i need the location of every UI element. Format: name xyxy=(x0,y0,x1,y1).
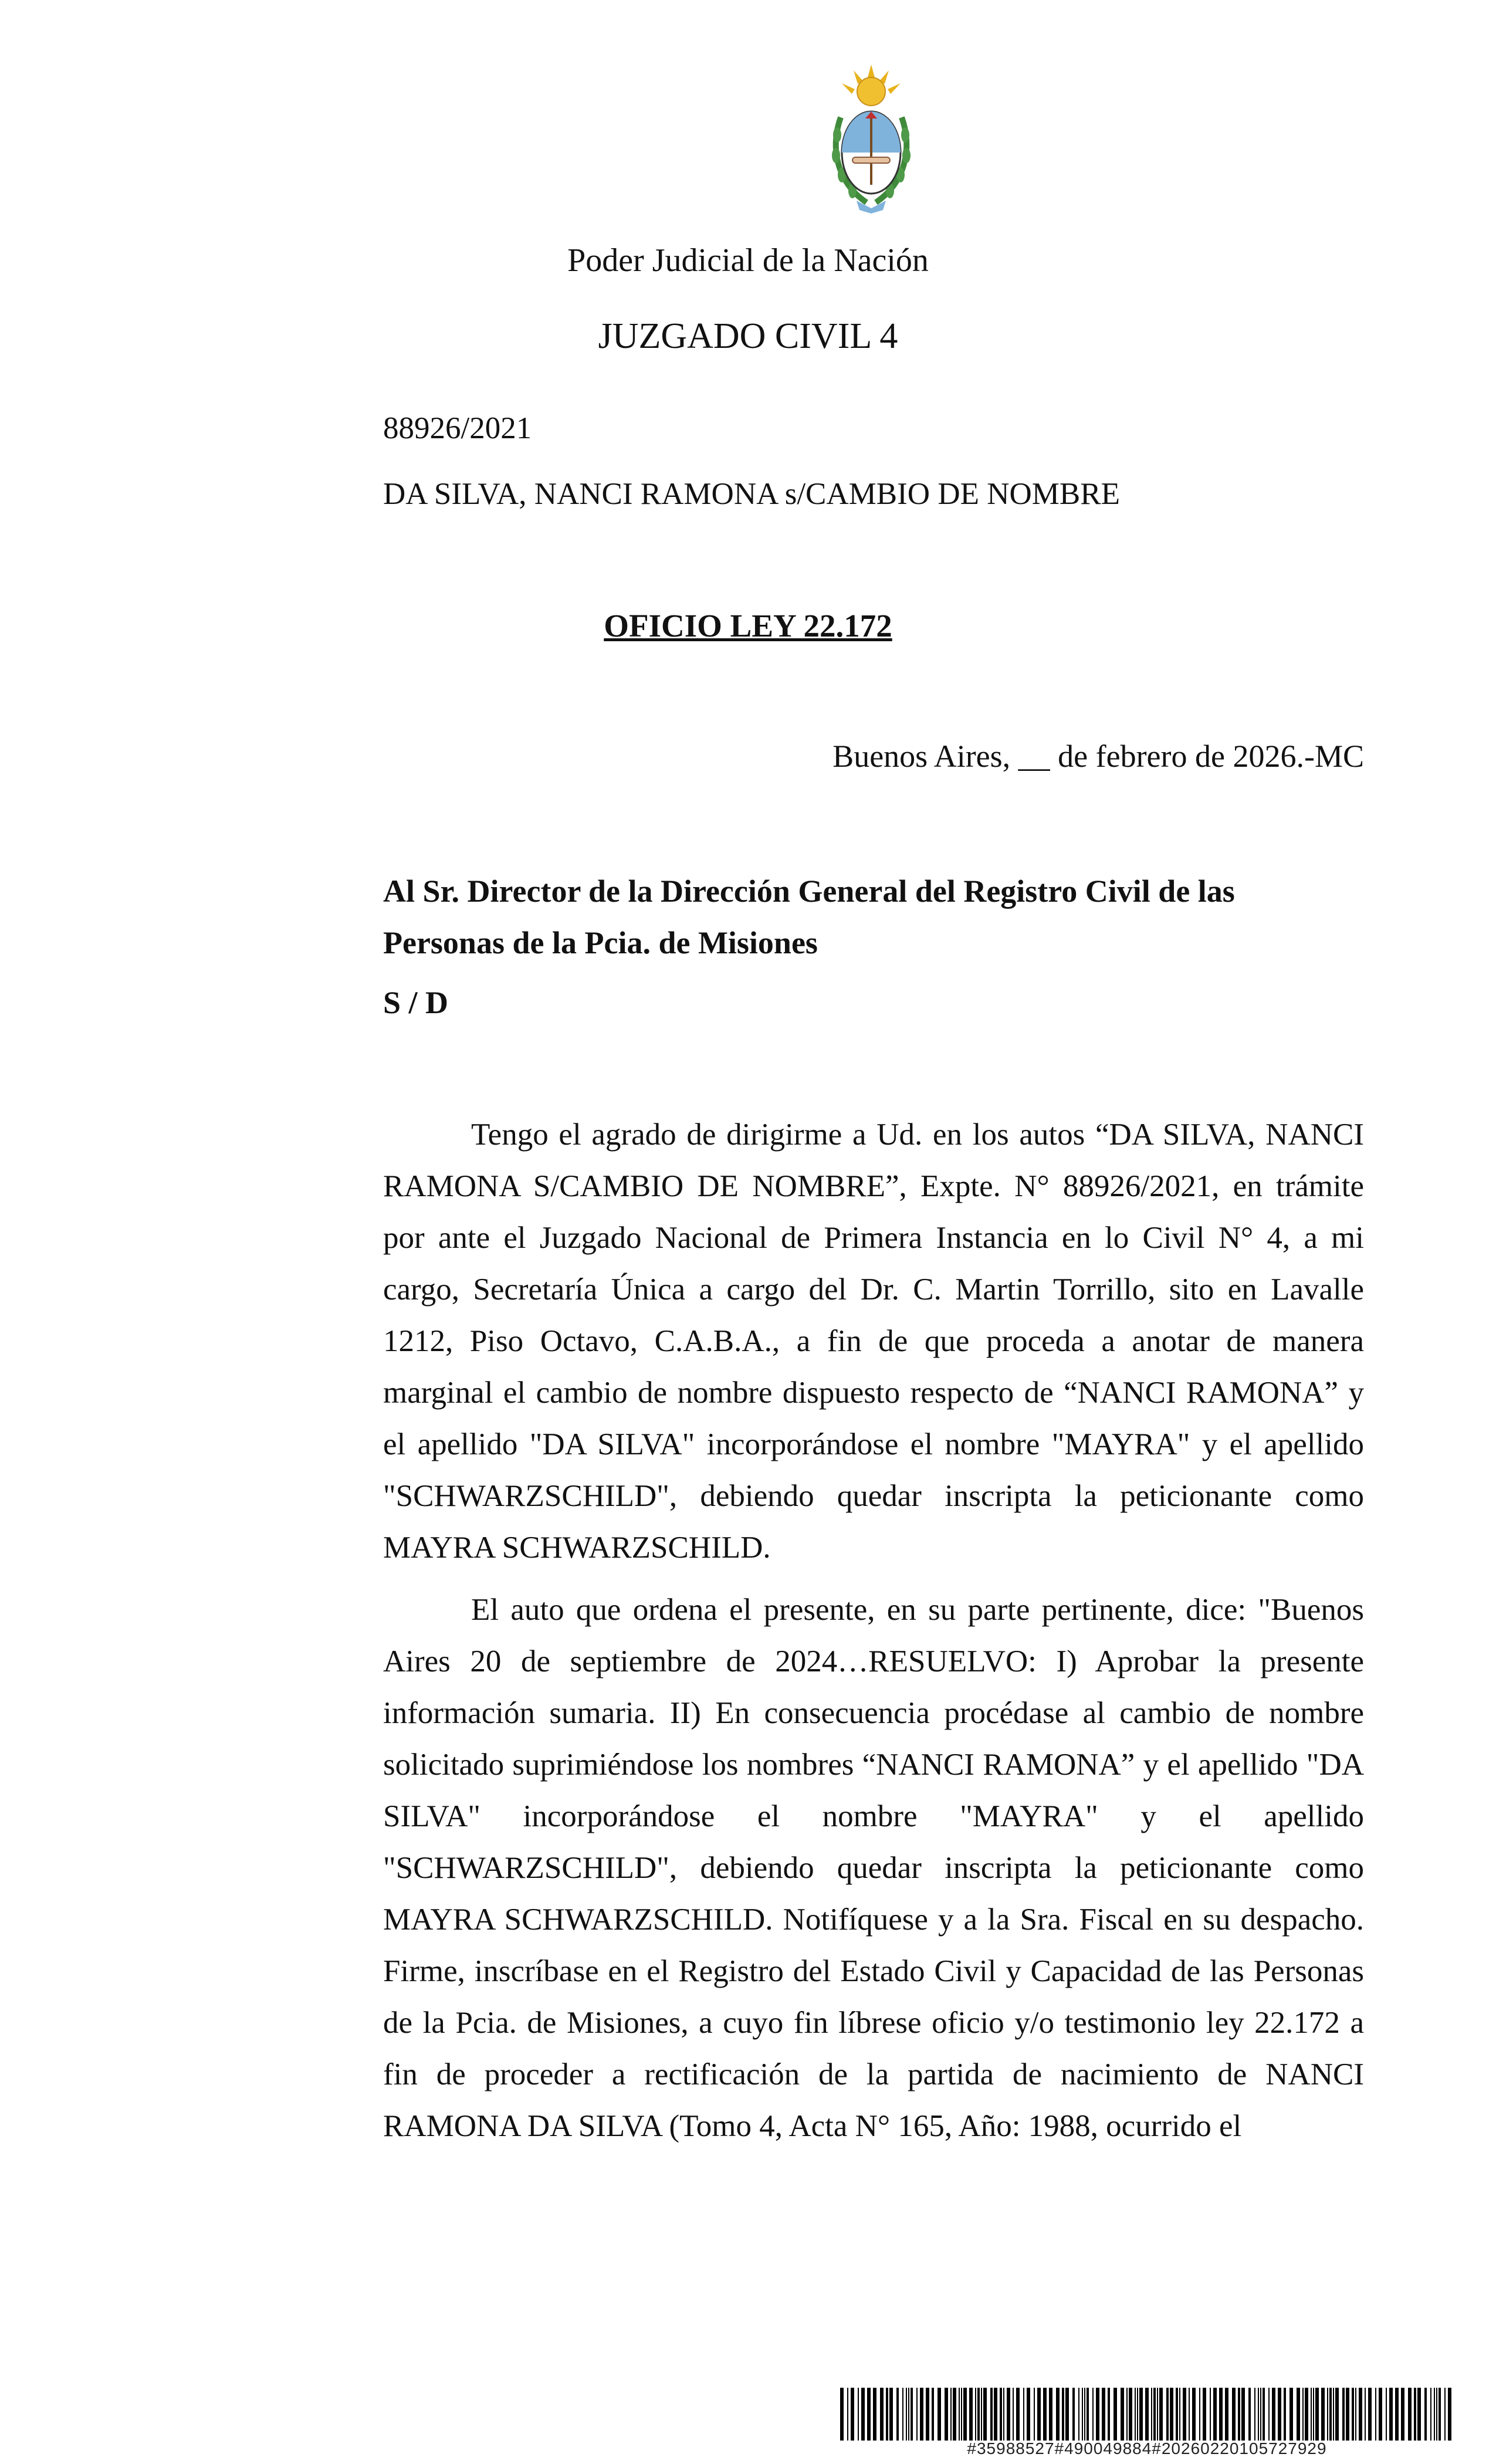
body-text xyxy=(383,1109,1364,2162)
barcode-bar xyxy=(1313,2388,1314,2441)
barcode-bar xyxy=(1213,2388,1217,2441)
barcode-bar xyxy=(1302,2388,1304,2441)
barcode-bar xyxy=(1003,2388,1004,2441)
barcode-bar xyxy=(873,2388,876,2441)
barcode-bar xyxy=(981,2388,982,2441)
barcode-bar xyxy=(1444,2388,1446,2441)
barcode-bar xyxy=(1389,2388,1393,2441)
barcode-bar xyxy=(896,2388,899,2441)
barcode-bar xyxy=(1145,2388,1149,2441)
barcode-bar xyxy=(1439,2388,1441,2441)
barcode-bar xyxy=(1137,2388,1138,2441)
barcode-bar xyxy=(1386,2388,1387,2441)
barcode-bar xyxy=(1258,2388,1259,2441)
barcode-bar xyxy=(1430,2388,1431,2441)
barcode-bar xyxy=(861,2388,865,2441)
barcode-bar xyxy=(1113,2388,1117,2441)
barcode-bar xyxy=(1203,2388,1206,2441)
barcode-bar xyxy=(1365,2388,1366,2441)
document-title: OFICIO LEY 22.172 xyxy=(604,608,892,644)
barcode-bar xyxy=(926,2388,929,2441)
barcode-bar xyxy=(1199,2388,1200,2441)
barcode-bar xyxy=(953,2388,956,2441)
barcode-bar xyxy=(1126,2388,1128,2441)
barcode-bar xyxy=(1084,2388,1085,2441)
barcode-bar xyxy=(945,2388,948,2441)
barcode-bar xyxy=(1219,2388,1223,2441)
barcode-bar xyxy=(1027,2388,1030,2441)
barcode-bar xyxy=(1179,2388,1180,2441)
barcode-bar xyxy=(950,2388,952,2441)
barcode-bar xyxy=(963,2388,967,2441)
barcode-bar xyxy=(1278,2388,1281,2441)
barcode-bar xyxy=(932,2388,934,2441)
barcode-bar xyxy=(1272,2388,1275,2441)
barcode-bar xyxy=(1049,2388,1052,2441)
barcode-bar xyxy=(847,2388,848,2441)
barcode-bar xyxy=(1166,2388,1169,2441)
barcode-bar xyxy=(916,2388,918,2441)
barcode xyxy=(839,2388,1455,2458)
barcode-bar xyxy=(1448,2388,1451,2441)
barcode-bar xyxy=(1311,2388,1312,2441)
barcode-bar xyxy=(1315,2388,1319,2441)
barcode-bar xyxy=(1023,2388,1024,2441)
barcode-bar xyxy=(867,2388,871,2441)
barcode-bar xyxy=(1139,2388,1143,2441)
barcode-bar xyxy=(1268,2388,1270,2441)
barcode-bar xyxy=(1327,2388,1328,2441)
barcode-bar xyxy=(858,2388,859,2441)
barcode-bar xyxy=(1241,2388,1245,2441)
barcode-bar xyxy=(1417,2388,1421,2441)
barcode-bar xyxy=(1170,2388,1173,2441)
barcode-bar xyxy=(1260,2388,1261,2441)
salutation: S / D xyxy=(383,985,449,1020)
barcode-bar xyxy=(1346,2388,1349,2441)
barcode-bar xyxy=(1424,2388,1427,2441)
barcode-bar xyxy=(1157,2388,1158,2441)
barcode-bar xyxy=(1238,2388,1240,2441)
barcode-bar xyxy=(1375,2388,1376,2441)
barcode-bar xyxy=(1189,2388,1190,2441)
barcode-bar xyxy=(1072,2388,1075,2441)
barcode-bar xyxy=(1434,2388,1435,2441)
barcode-bar xyxy=(1408,2388,1412,2441)
barcode-bar xyxy=(961,2388,962,2441)
barcode-bar xyxy=(1153,2388,1156,2441)
barcode-bar xyxy=(969,2388,973,2441)
barcode-bar xyxy=(1037,2388,1041,2441)
barcode-bar xyxy=(1000,2388,1002,2441)
barcode-bar xyxy=(1102,2388,1105,2441)
barcode-bar xyxy=(1151,2388,1152,2441)
barcode-bar xyxy=(911,2388,913,2441)
date-line: Buenos Aires, __ de febrero de 2026.-MC xyxy=(832,739,1364,774)
recipient: Al Sr. Director de la Dirección General del Registro Civil de las Personas de la Pcia. de Misiones xyxy=(383,874,1235,960)
barcode-bar xyxy=(1335,2388,1339,2441)
case-title: DA SILVA, NANCI RAMONA s/CAMBIO DE NOMBRE xyxy=(383,477,1120,511)
barcode-bar xyxy=(1342,2388,1345,2441)
barcode-bar xyxy=(1225,2388,1228,2441)
barcode-bar xyxy=(1355,2388,1356,2441)
barcode-bar xyxy=(1395,2388,1399,2441)
barcode-bar xyxy=(1232,2388,1236,2441)
barcode-bar xyxy=(937,2388,941,2441)
barcode-bar xyxy=(1043,2388,1047,2441)
case-number: 88926/2021 xyxy=(383,411,532,445)
barcode-bar xyxy=(1436,2388,1437,2441)
barcode-bar xyxy=(994,2388,997,2441)
barcode-bar xyxy=(1108,2388,1110,2441)
barcode-bar xyxy=(1013,2388,1014,2441)
barcode-bar xyxy=(1192,2388,1196,2441)
barcode-bar xyxy=(1305,2388,1308,2441)
barcode-bar xyxy=(1289,2388,1293,2441)
barcode-bar xyxy=(1159,2388,1163,2441)
barcode-bar xyxy=(990,2388,993,2441)
barcode-bar xyxy=(1210,2388,1211,2441)
barcode-bar xyxy=(1414,2388,1416,2441)
barcode-bar xyxy=(1401,2388,1404,2441)
barcode-bar xyxy=(1016,2388,1020,2441)
barcode-bar xyxy=(1087,2388,1089,2441)
court-name: Poder Judicial de la Nación xyxy=(567,242,929,279)
barcode-bar xyxy=(1297,2388,1300,2441)
barcode-bar xyxy=(1092,2388,1094,2441)
barcode-bar xyxy=(975,2388,976,2441)
barcode-bar xyxy=(977,2388,980,2441)
barcode-bar xyxy=(1129,2388,1132,2441)
barcode-bar xyxy=(840,2388,844,2441)
barcode-bar xyxy=(1254,2388,1255,2441)
barcode-bar xyxy=(1379,2388,1382,2441)
barcode-bar xyxy=(1352,2388,1354,2441)
barcode-bar xyxy=(902,2388,903,2441)
barcode-bar xyxy=(851,2388,854,2441)
barcode-bar xyxy=(1096,2388,1099,2441)
barcode-bar xyxy=(1183,2388,1186,2441)
barcode-bar xyxy=(889,2388,893,2441)
body-paragraph-1: Tengo el agrado de dirigirme a Ud. en los autos “DA SILVA, NANCI RAMONA S/CAMBIO DE NOMBRE”, Expte. N° 88926/2021, en trámite por ante el Juzgado Nacional de Primera Instancia en lo Civil N° 4, a mi cargo, Secretaría Única a cargo del Dr. C. Martin Torrillo, sito en Lavalle 1212, Piso Octavo, C.A.B.A., a fin de que proceda a anotar de manera marginal el cambio de nombre dispuesto respecto de “NANCI RAMONA” y el apellido "DA SILVA" incorporándose el nombre "MAYRA" y el apellido "SCHWARZSCHILD", debiendo quedar inscripta la peticionante como MAYRA SCHWARZSCHILD. xyxy=(383,1118,1364,1565)
barcode-bar xyxy=(1359,2388,1362,2441)
barcode-bar xyxy=(1121,2388,1124,2441)
barcode-bar xyxy=(1329,2388,1332,2441)
barcode-text: #35988527#490049884#20260220105727929 xyxy=(967,2439,1327,2458)
barcode-bar xyxy=(1263,2388,1265,2441)
barcode-bar xyxy=(920,2388,923,2441)
body-paragraph-2: El auto que ordena el presente, en su parte pertinente, dice: "Buenos Aires 20 de septiembre de 2024…RESUELVO: I) Aprobar la presente información sumaria. II) En consecuencia procédase al cambio de nombre solicitado suprimiéndose los nombres “NANCI RAMONA” y el apellido "DA SILVA" incorporándose el nombre "MAYRA" y el apellido "SCHWARZSCHILD", debiendo quedar inscripta la peticionante como MAYRA SCHWARZSCHILD. Notifíquese y a la Sra. Fiscal en su despacho. Firme, inscríbase en el Registro del Estado Civil y Capacidad de las Personas de la Pcia. de Misiones, a cuyo fin líbrese oficio y/o testimonio ley 22.172 a fin de proceder a rectificación de la partida de nacimiento de NANCI RAMONA DA SILVA (Tomo 4, Acta N° 165, Año: 1988, ocurrido el xyxy=(383,1593,1364,2143)
barcode-bar xyxy=(959,2388,960,2441)
barcode-bar xyxy=(1034,2388,1035,2441)
barcode-bar xyxy=(1135,2388,1136,2441)
barcode-bar xyxy=(1176,2388,1178,2441)
barcode-bar xyxy=(1065,2388,1069,2441)
barcode-bar xyxy=(1007,2388,1010,2441)
barcode-bar xyxy=(1368,2388,1372,2441)
barcode-bar xyxy=(1284,2388,1286,2441)
barcode-bar xyxy=(886,2388,888,2441)
barcode-bar xyxy=(1333,2388,1334,2441)
barcode-bar xyxy=(1321,2388,1325,2441)
barcode-bar xyxy=(1062,2388,1064,2441)
barcode-bar xyxy=(983,2388,987,2441)
barcode-bar xyxy=(1082,2388,1083,2441)
barcode-bar xyxy=(1056,2388,1060,2441)
barcode-bar xyxy=(1248,2388,1251,2441)
barcode-bar xyxy=(906,2388,907,2441)
barcode-bar xyxy=(880,2388,884,2441)
barcode-bar xyxy=(908,2388,909,2441)
barcode-bar xyxy=(1078,2388,1079,2441)
barcode-bars xyxy=(839,2388,1455,2441)
court-unit: JUZGADO CIVIL 4 xyxy=(598,316,898,356)
national-coat-of-arms-icon xyxy=(824,65,918,214)
